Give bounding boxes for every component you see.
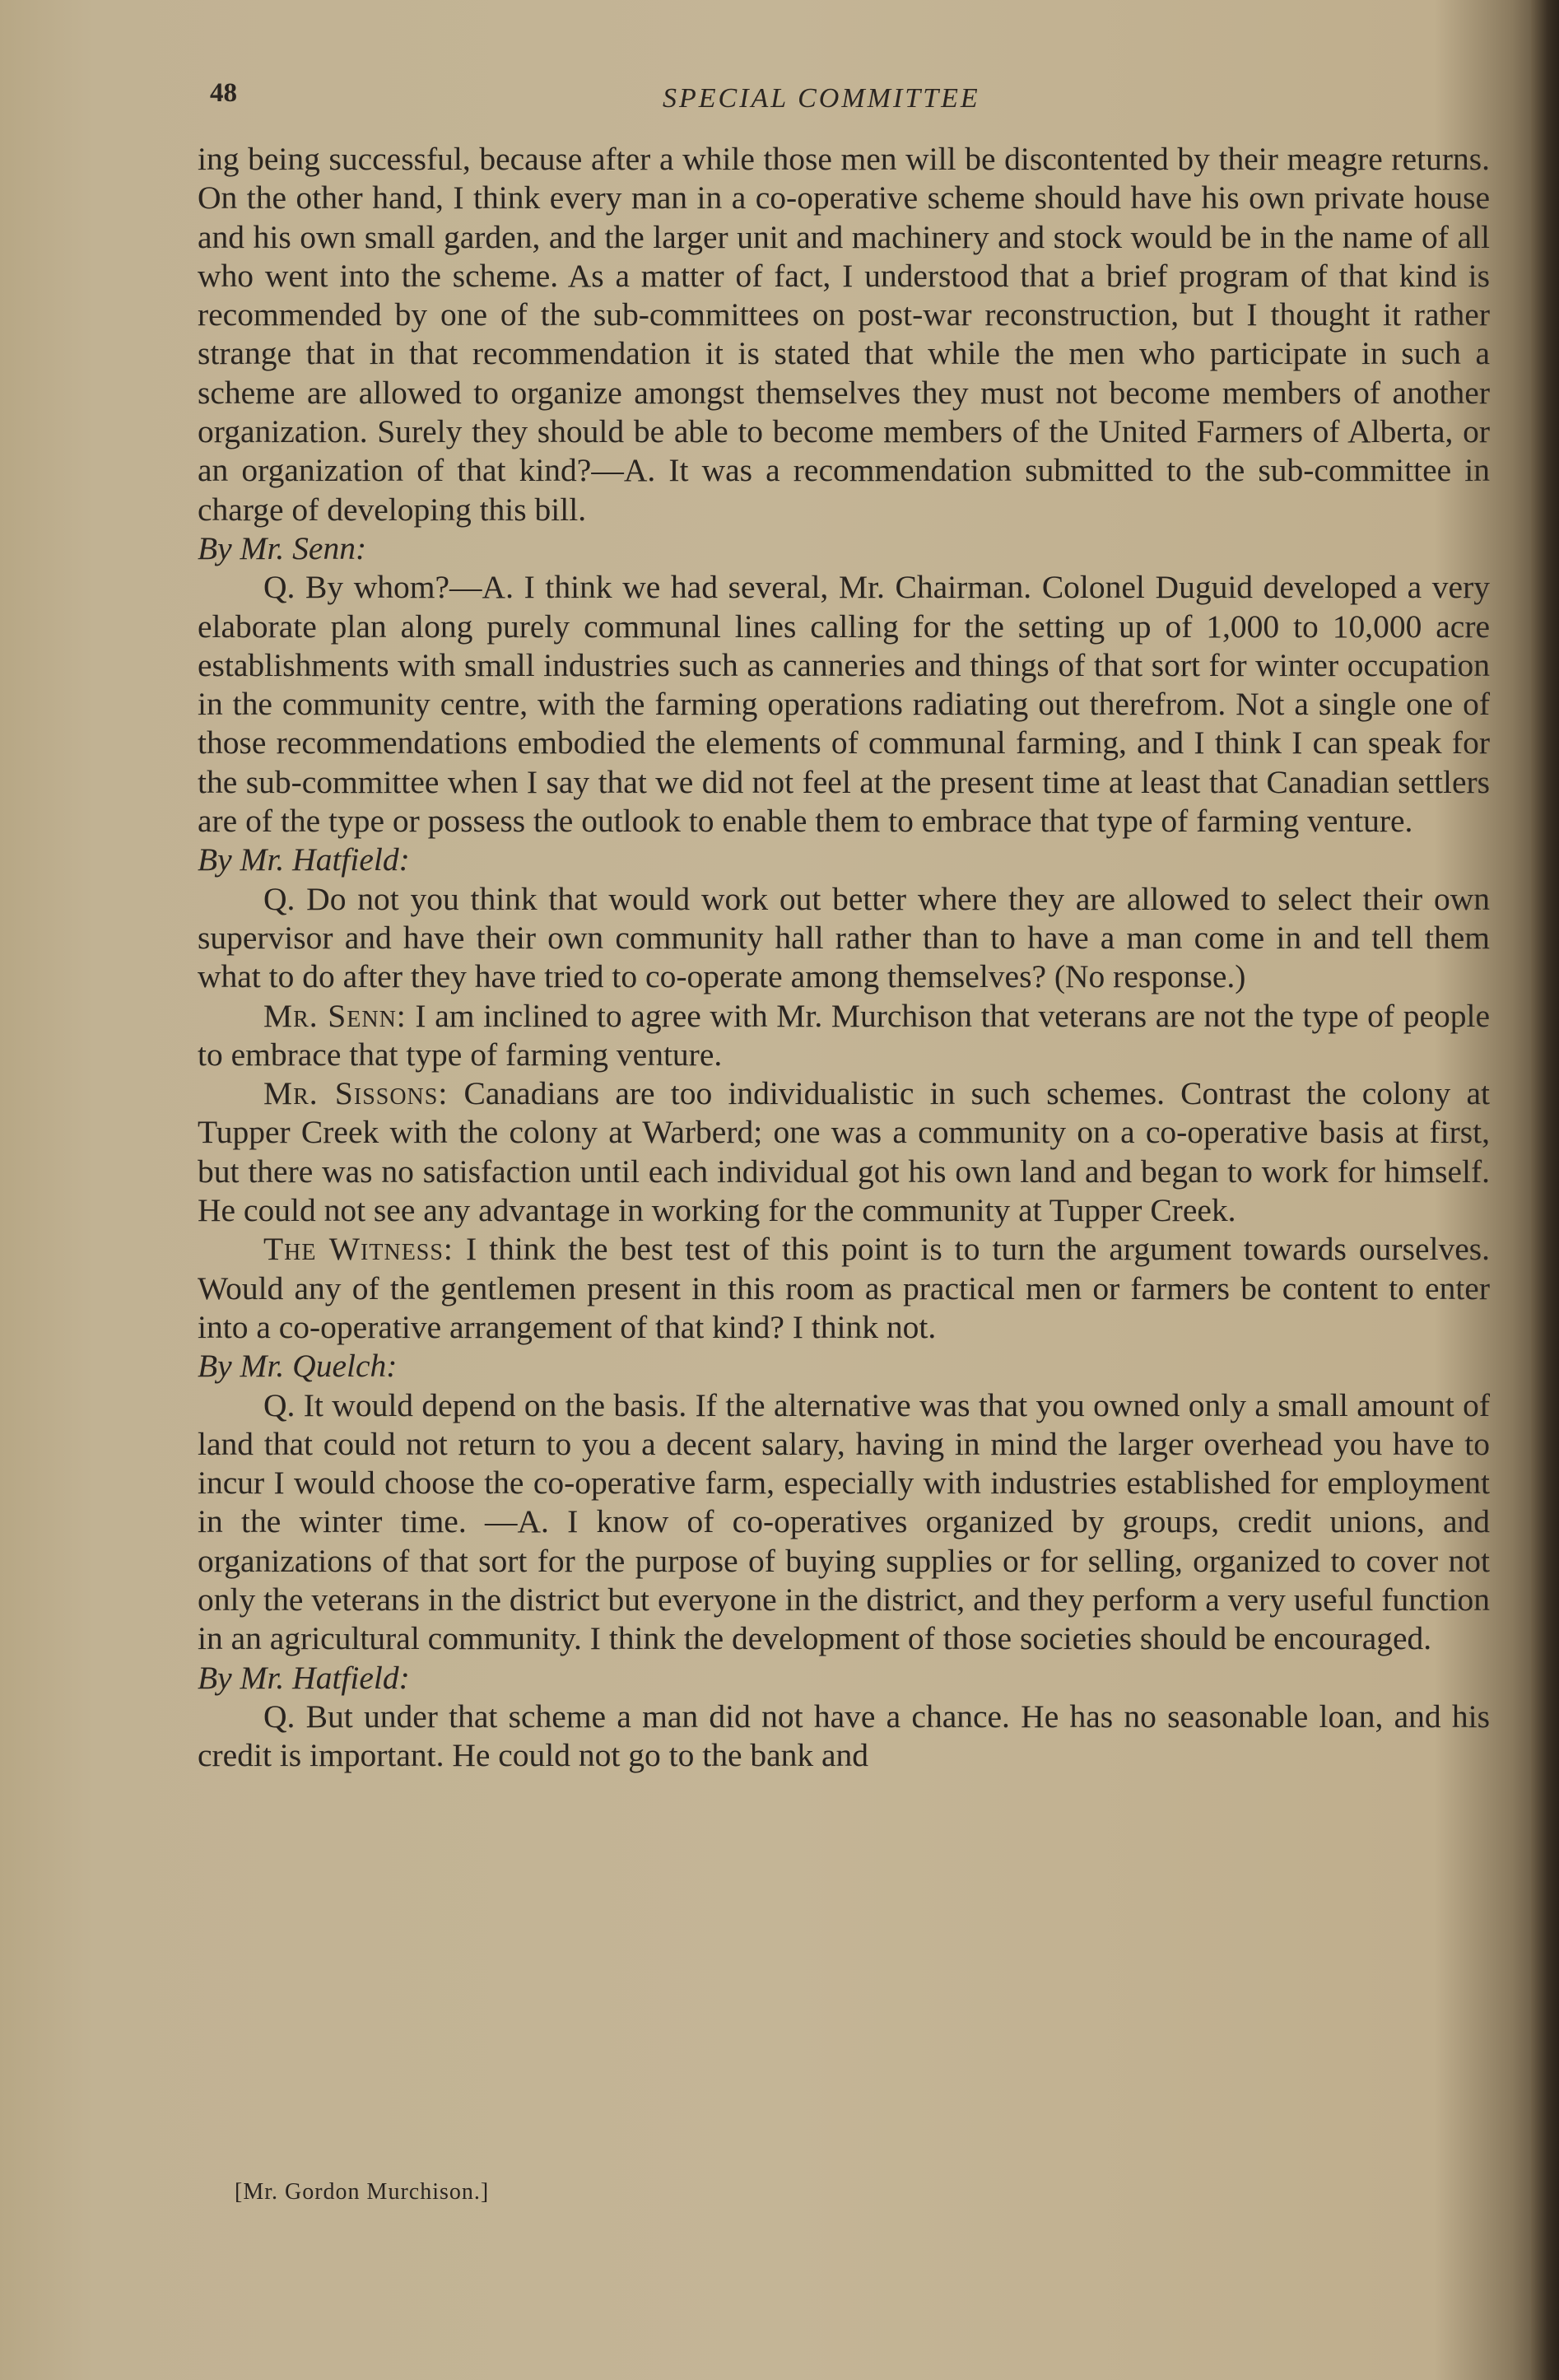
paragraph-6-text: I think the best test of this point is to turn the argument towards ourselves. Would any of the gentlemen present in this room as practical men or farmers be content to enter into a co-operative arrangement of that kind? I think not. [198, 1231, 1490, 1345]
page-body [198, 140, 1490, 1775]
speaker-name: The Witness: [263, 1231, 454, 1268]
paragraph-5 [198, 1074, 1490, 1230]
paragraph-1: ing being successful, because after a while those men will be discontented by their meagre returns. On the other hand, I think every man in a co-operative scheme should have his own private house and his own small garden, and the larger unit and machinery and stock would be in the name of all who went into the scheme. As a matter of fact, I understood that a brief program of that kind is recommended by one of the sub-committees on post-war reconstruction, but I thought it rather strange that in that recommendation it is stated that while the men who participate in such a scheme are allowed to organize amongst themselves they must not become members of another organization. Surely they should be able to become members of the United Farmers of Alberta, or an organization of that kind?—A. It was a recommendation submitted to the sub-committee in charge of developing this bill. [198, 141, 1490, 528]
paragraph-7: Q. It would depend on the basis. If the alternative was that you owned only a small amount of land that could not return to you a decent salary, having in mind the larger overhead you have to incur I would choose the co-operative farm, especially with industries established for employment in the winter time. —A. I know of co-operatives organized by groups, credit unions, and organizations of that sort for the purpose of buying supplies or for selling, organized to cover not only the veterans in the district but everyone in the district, and they perform a very useful function in an agricultural community. I think the development of those societies should be encouraged. [198, 1386, 1490, 1657]
footnote-witness: [Mr. Gordon Murchison.] [235, 2179, 490, 2205]
speaker-heading-hatfield: By Mr. Hatfield: [198, 841, 410, 878]
page-header [0, 78, 1559, 128]
paragraph-8: Q. But under that scheme a man did not have a chance. He has no seasonable loan, and his credit is important. He could not go to the bank and [198, 1698, 1490, 1774]
speaker-heading-senn: By Mr. Senn: [198, 529, 367, 566]
speaker-name: Mr. Senn: [263, 997, 407, 1034]
speaker-name: Mr. Sissons: [263, 1075, 449, 1112]
speaker-heading-hatfield-2: By Mr. Hatfield: [198, 1659, 410, 1696]
book-spine-shadow [1531, 0, 1559, 2380]
paragraph-4 [198, 997, 1490, 1075]
speaker-heading-quelch: By Mr. Quelch: [198, 1348, 398, 1385]
paragraph-2: Q. By whom?—A. I think we had several, Mr. Chairman. Colonel Duguid developed a very elaborate plan along purely communal lines calling for the setting up of 1,000 to 10,000 acre establishments with small industries such as canneries and things of that sort for winter occupation in the community centre, with the farming operations radiating out therefrom. Not a single one of those recommendations embodied the elements of communal farming, and I think I can speak for the sub-committee when I say that we did not feel at the present time at least that Canadian settlers are of the type or possess the outlook to enable them to embrace that type of farming venture. [198, 569, 1490, 840]
paragraph-6 [198, 1230, 1490, 1347]
paragraph-5-text: Canadians are too individualistic in such schemes. Contrast the colony at Tupper Creek with the colony at Warberd; one was a community on a co-operative basis at first, but there was no satisfaction until each individual got his own land and began to work for himself. He could not see any advantage in working for the community at Tupper Creek. [198, 1075, 1490, 1229]
paragraph-4-text: I am inclined to agree with Mr. Murchison that veterans are not the type of people to embrace that type of farming venture. [198, 997, 1490, 1073]
running-head: SPECIAL COMMITTEE [663, 83, 980, 114]
page-number: 48 [210, 78, 237, 108]
paragraph-3: Q. Do not you think that would work out better where they are allowed to select their own supervisor and have their own community hall rather than to have a man come in and tell them what to do after they have tried to co-operate among themselves? (No response.) [198, 880, 1490, 995]
